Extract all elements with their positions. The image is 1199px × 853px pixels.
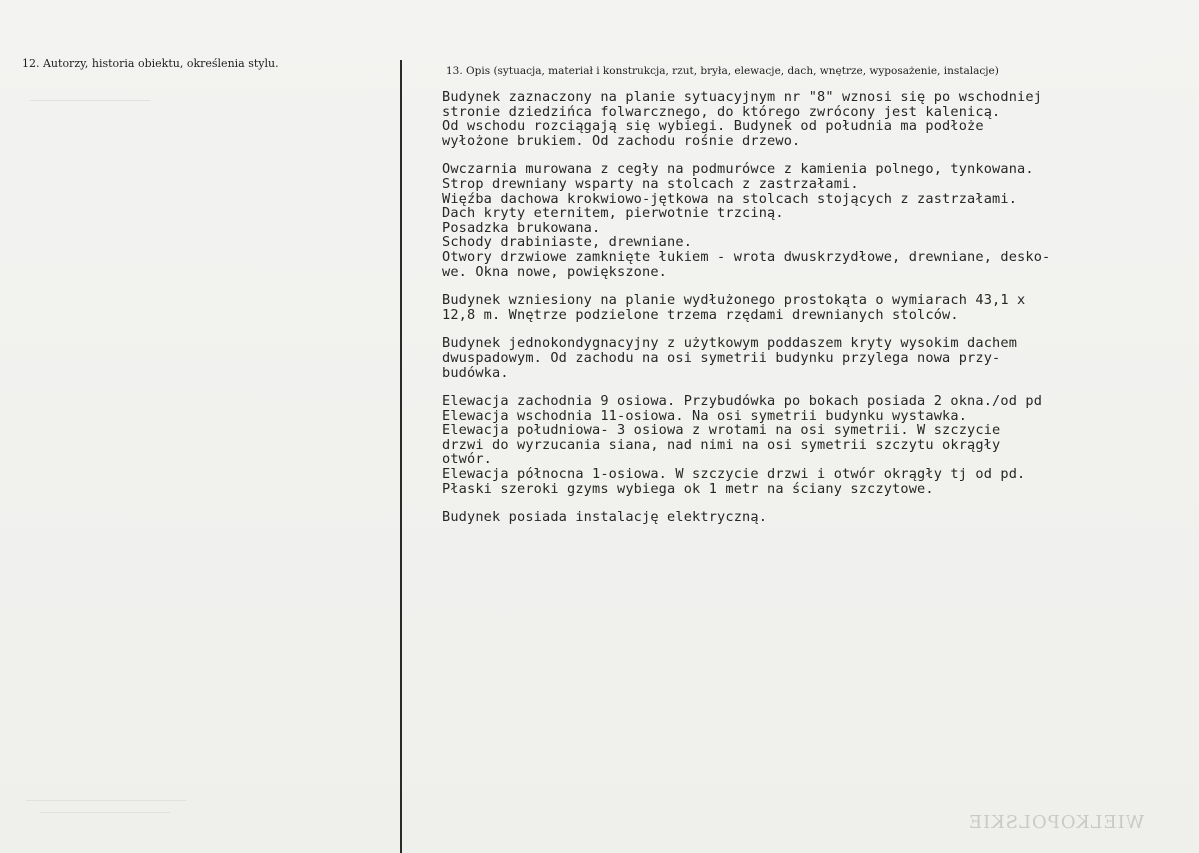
typed-line: Budynek zaznaczony na planie sytuacyjnym nr "8" wznosi się po wschodniej	[442, 90, 1043, 105]
description-paragraph	[442, 293, 1194, 322]
typed-line: we. Okna nowe, powiększone.	[442, 264, 668, 280]
typed-line: dwuspadowym. Od zachodu na osi symetrii budynku przylega nowa przy-	[442, 350, 1001, 366]
typed-line: Owczarnia murowana z cegły na podmurówce z kamienia polnego, tynkowana.	[442, 162, 1034, 177]
typed-line: Schody drabiniaste, drewniane.	[442, 235, 693, 250]
typed-line: wyłożone brukiem. Od zachodu rośnie drzewo.	[442, 133, 801, 149]
description-paragraph	[442, 336, 1194, 380]
column-divider	[400, 60, 402, 853]
typed-description	[442, 90, 1194, 539]
typed-line: Dach kryty eternitem, pierwotnie trzciną.	[442, 206, 784, 221]
typed-line: Strop drewniany wsparty na stolcach z zastrzałami.	[442, 176, 859, 192]
typed-line: Płaski szeroki gzyms wybiega ok 1 metr na ściany szczytowe.	[442, 481, 934, 497]
typed-line: Elewacja południowa- 3 osiowa z wrotami na osi symetrii. W szczycie	[442, 423, 1001, 438]
typed-line: drzwi do wyrzucania siana, nad nimi na osi symetrii szczytu okrągły	[442, 437, 1001, 453]
typed-line: Elewacja wschodnia 11-osiowa. Na osi symetrii budynku wystawka.	[442, 408, 968, 424]
typed-line: otwór.	[442, 452, 493, 468]
typed-line: Więźba dachowa krokwiowo-jętkowa na stolcach stojących z zastrzałami.	[442, 191, 1018, 207]
typed-line: Budynek jednokondygnacyjny z użytkowym poddaszem kryty wysokim dachem	[442, 336, 1018, 351]
watermark: WIELKOPOLSKIE	[968, 812, 1145, 833]
description-paragraph	[442, 510, 1194, 525]
description-paragraph	[442, 394, 1194, 496]
description-paragraph	[442, 162, 1194, 279]
typed-line: Budynek posiada instalację elektryczną.	[442, 510, 768, 525]
typed-line: stronie dziedzińca folwarcznego, do którego zwrócony jest kalenicą.	[442, 104, 1001, 120]
field-13-label: 13. Opis (sytuacja, materiał i konstrukcja, rzut, bryła, elewacje, dach, wnętrze, wyposażenie, instalacje)	[446, 65, 999, 77]
typed-line: Otwory drzwiowe zamknięte łukiem - wrota dwuskrzydłowe, drewniane, desko-	[442, 249, 1051, 265]
typed-line: Posadzka brukowana.	[442, 220, 601, 236]
typed-line: Elewacja północna 1-osiowa. W szczycie drzwi i otwór okrągły tj od pd.	[442, 467, 1026, 482]
typed-line: budówka.	[442, 365, 509, 381]
field-12-label: 12. Autorzy, historia obiektu, określenia stylu.	[22, 57, 279, 70]
typed-line: Budynek wzniesiony na planie wydłużonego prostokąta o wymiarach 43,1 x	[442, 293, 1026, 308]
description-paragraph	[442, 90, 1194, 148]
typed-line: Od wschodu rozciągają się wybiegi. Budynek od południa ma podłoże	[442, 119, 984, 134]
typed-line: 12,8 m. Wnętrze podzielone trzema rzędami drewnianych stolców.	[442, 307, 959, 323]
typed-line: Elewacja zachodnia 9 osiowa. Przybudówka po bokach posiada 2 okna./od pd	[442, 394, 1043, 409]
scan-smudge	[26, 800, 186, 801]
scan-smudge	[40, 812, 170, 813]
scan-smudge	[30, 100, 150, 101]
